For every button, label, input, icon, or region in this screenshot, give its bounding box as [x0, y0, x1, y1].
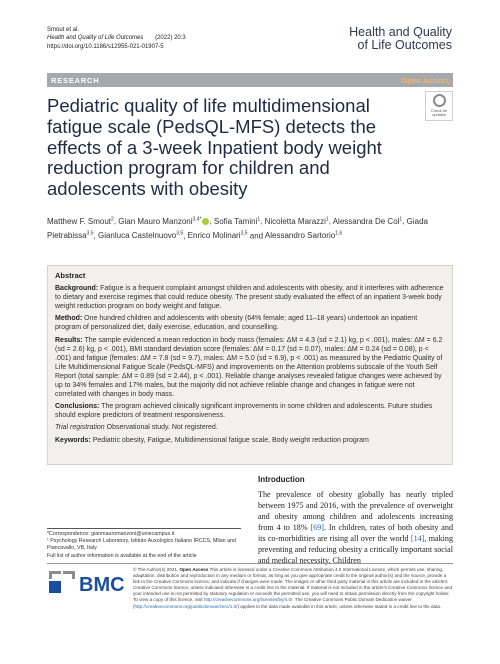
journal-name	[349, 26, 452, 52]
check-updates-label: Check for updates	[430, 109, 448, 118]
journal-name-line2: of Life Outcomes	[357, 38, 452, 52]
author-connector: and	[249, 231, 264, 241]
article-type-label: RESEARCH	[51, 75, 100, 85]
research-bar	[47, 73, 453, 87]
author[interactable]: Enrico Molinari$^{3,5}$	[187, 230, 248, 241]
bmc-logo-text: BMC	[79, 574, 125, 596]
author[interactable]: Matthew F. Smout$^2$	[47, 216, 114, 226]
citation-header	[47, 26, 186, 51]
bmc-logo-mark	[49, 571, 75, 593]
footer-divider	[47, 563, 453, 564]
reference-link[interactable]: [69]	[310, 523, 324, 532]
journal-name-line1: Health and Quality	[349, 25, 452, 39]
abstract-results: Results: The sample evidenced a mean reduction in body mass (females: ΔM = 4.3 (sd = 2.1) kg, p < .001), males: ΔM = 6.2 (sd = 2.6) kg, p < .001), BMI standard deviation score (females: ΔM = 0.17 (sd = 0.07), males: ΔM = 0.24 (sd = 0.08), p < .001) and fatigue (females: ΔM = 7.8 (sd = 9.7), males: ΔM = 5.0 (sd = 6.9), p < .001) as measured by the Pediatric Quality of Life Multidimensional Fatigue Scale (PedsQL-MFS) and improvements on the Attention problems subscale of the Youth Self Report (total sample: ΔM = 0.89 (sd = 2.44), p < .001). Reliable change analyses revealed fatigue changes were achieved by up to 34% females and 17% males, but the majority did not achieve reliable change and changes in fatigue were not correlated with changes in body mass.	[55, 336, 443, 399]
license-link[interactable]: http://creativecommons.org/licenses/by/4.0/	[203, 597, 293, 603]
public-domain-link[interactable]: http://creativecommons.org/publicdomain/zero/1.0/	[134, 603, 238, 609]
year-volume: (2022) 20:3	[155, 35, 186, 42]
abstract-conclusions: Conclusions: The program achieved clinically significant improvements in some children and adolescents. Future studies should explore predictors of treatment responsiveness.	[55, 403, 433, 420]
author[interactable]: Alessandro Sartorio$^{1,6}$	[264, 230, 343, 241]
author[interactable]: Sofia Tamini$^1$	[213, 216, 261, 226]
check-for-updates-button[interactable]	[425, 91, 453, 121]
footnotes	[47, 528, 241, 560]
license-text: © The Author(s) 2021. Open Access This article is licensed under a Creative Commons Attribution 4.0 International License, which permits use, sharing, adaptation, distribution and reproduction in any medium or format, as long as you give appropriate credit to the original author(s) and the source, provide a link to the Creative Commons licence, and indicate if changes were made. The images or other third party material in this article are included in the article's Creative Commons licence, unless indicated otherwise in a credit line to the material. If material is not included in the article's Creative Commons licence and your intended use is not permitted by statutory regulation or exceeds the permitted use, you will need to obtain permission directly from the copyright holder. To view a copy of this licence, visit http://creativecommons.org/licenses/by/4.0/. The Creative Commons Public Domain Dedication waiver (http://creativecommons.org/publicdomain/zero/1.0/) applies to the data made available in this article, unless otherwise stated in a credit line to the data.	[133, 567, 453, 609]
abstract-box	[47, 265, 453, 465]
introduction-text: The prevalence of obesity globally has nearly tripled between 1975 and 2016, with the prevalence of overweight and obesity among children and adolescents increasing from 4 to 18% [69]. In children, rates of both obesity and its co-morbidities are rising all over the world [14], making preventing and reducing obesity a critically important social and medical necessity. Children	[258, 490, 453, 565]
author-info-note: Full list of author information is available at the end of the article	[47, 552, 197, 559]
abstract-trial-registration: Trial registration Observational study. Not registered.	[55, 424, 218, 432]
journal-line: Health and Quality of Life Outcomes	[47, 35, 144, 42]
author[interactable]: Gianluca Castelnuovo$^{3,5}$	[97, 230, 184, 241]
author[interactable]: Nicoletta Marazzi$^1$	[264, 216, 329, 226]
open-access-label: Open Access	[401, 75, 449, 85]
author[interactable]: Giada Pietrabissa$^{3,5}$	[47, 216, 429, 241]
affiliation-1: ¹ Psychology Research Laboratory, Istituto Auxologico Italiano IRCCS, Milan and Piancavallo, VB, Italy	[47, 538, 236, 552]
doi-link[interactable]: https://doi.org/10.1186/s12955-021-01907-5	[47, 43, 164, 50]
abstract-heading: Abstract	[55, 271, 86, 280]
article-title: Pediatric quality of life multidimensional fatigue scale (PedsQL-MFS) detects the effects of a 3-week Inpatient body weight reduction program for children and adolescents with obesity	[47, 95, 382, 200]
author[interactable]: Gian Mauro Manzoni$^{3,4*}$	[118, 216, 202, 226]
abstract-background: Background: Fatigue is a frequent complaint amongst children and adolescents with obesity, and it interferes with adherence to dietary and exercise regimes that could reduce obesity. The present study evaluated the effect of an inpatient 3-week body weight reduction program on body weight and fatigue.	[55, 285, 444, 311]
orcid-icon[interactable]	[202, 218, 209, 225]
authors-short: Smout et al.	[47, 27, 80, 33]
author-list: Matthew F. Smout$^2$, Gian Mauro Manzoni$^{3,4*}$ , Sofia Tamini$^1$, Nicoletta Marazzi$^1$, Alessandra De Col$^1$, Giada Pietrabissa$^{3,5}$, Gianluca Castelnuovo$^{3,5}$, Enrico Molinari$^{3,5}$ and Alessandro Sartorio$^{1,6}$	[47, 216, 429, 241]
bmc-logo	[47, 567, 127, 597]
abstract-method: Method: One hundred children and adolescents with obesity (64% female; aged 11–18 years) undertook an inpatient program of personalized diet, daily exercise, education, and counselling.	[55, 315, 418, 332]
introduction-heading: Introduction	[258, 475, 305, 484]
check-updates-icon	[433, 94, 446, 107]
correspondence[interactable]: *Correspondence: gianmauromanzoni@uniecampus.it	[47, 531, 175, 537]
abstract-keywords: Keywords: Pediatric obesity, Fatigue, Multidimensional fatigue scale, Body weight reduction program	[55, 436, 369, 444]
journal-citation	[47, 34, 186, 42]
author[interactable]: Alessandra De Col$^1$	[332, 216, 403, 226]
reference-link[interactable]: [14]	[410, 534, 425, 543]
